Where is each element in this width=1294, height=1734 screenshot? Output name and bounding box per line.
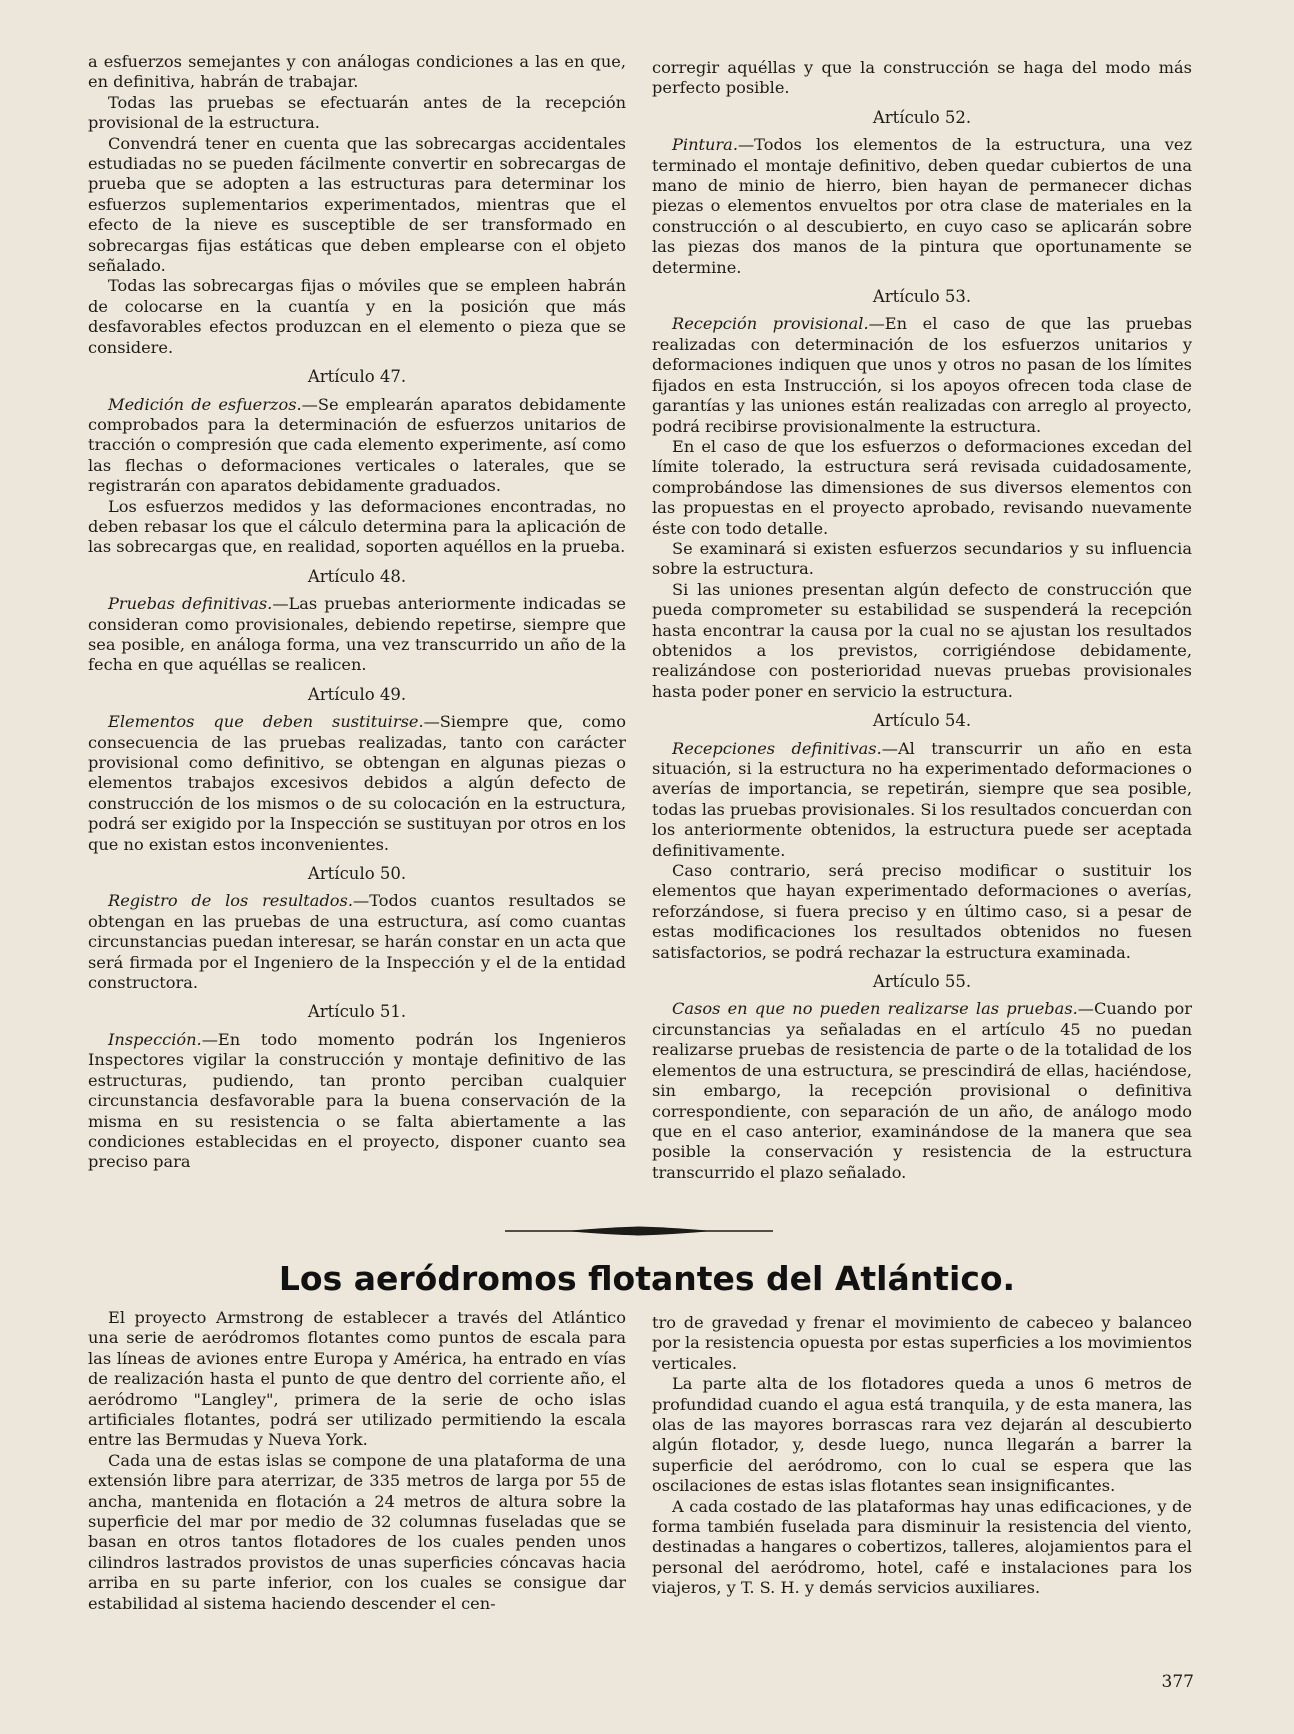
article-47-title: Medición de esfuerzos. [108,394,302,414]
article-52-heading: Artículo 52. [872,107,972,127]
paragraph: En el caso de que los esfuerzos o deformaciones excedan del límite tolerado, la estructura será revisada cuidadosamente, comprobándose las dimensiones de sus diversos elementos con las propuestas en el proyecto aprobado, revisando nuevamente éste con todo detalle. [652,436,1192,538]
regulation-column-right [652,58,1192,1200]
article-50-title: Registro de los resultados. [108,891,354,911]
article-column-left [88,1308,626,1628]
article-51-body [88,1030,626,1173]
article-51-text: —En todo momento podrán los Ingenieros Inspectores vigilar la construcción y montaje definitivo de las estructuras, pudiendo, tan pronto perciban cualquier circunstancia desfavorable para la buena conservación de la misma en su resistencia o se falta abiertamente a las condiciones establecidas en el proyecto, disponer cuanto sea preciso para [88,1029,626,1172]
article-50-body [88,891,626,993]
article-55-text: —Cuando por circunstancias ya señaladas en el artículo 45 no puedan realizarse pruebas de resistencia de parte o de la totalidad de los elementos de una estructura, se prescindirá de ellas, haciéndose, sin embargo, la recepción provisional o definitiva correspondiente, con separación de un año, de análogo modo que en el caso anterior, examinándose de la manera que sea posible la conservación y resistencia de la estructura transcurrido el plazo señalado. [652,999,1192,1182]
article-48-body [88,594,626,676]
article-53-title: Recepción provisional. [672,314,869,334]
article-50-text: —Todos cuantos resultados se obtengan en las pruebas de una estructura, así como cuantas circunstancias puedan interesar, se harán constar en un acta que será firmada por el Ingeniero de la Inspección y el de la entidad constructora. [88,891,626,993]
paragraph: Los esfuerzos medidos y las deformaciones encontradas, no deben rebasar los que el cálculo determina para la aplicación de las sobrecargas que, en realidad, soporten aquéllos en la prueba. [88,496,626,557]
article-47-body [88,395,626,497]
paragraph: tro de gravedad y frenar el movimiento de cabeceo y balanceo por la resistencia opuesta por estas superficies a los movimientos verticales. [652,1313,1192,1373]
article-55-body [652,999,1192,1183]
article-53-body [652,314,1192,436]
article-column-right [652,1313,1192,1628]
section-divider-ornament [505,1224,773,1238]
article-49-text: —Siempre que, como consecuencia de las pruebas realizadas, tanto con carácter provisional como definitivo, se obtengan en algunas piezas o elementos trabajos excesivos debidos a algún defecto de construcción de los mismos o de su colocación en la estructura, podrá ser exigido por la Inspección se sustituyan por otros en los que no existan estos inconvenientes. [88,712,626,854]
paragraph: Convendrá tener en cuenta que las sobrecargas accidentales estudiadas no se pueden fácilmente convertir en sobrecargas de prueba que se adopten a las estructuras para determinar los esfuerzos suplementarios experimentados, mientras que el efecto de la nieve es susceptible de ser transformado en sobrecargas fijas estáticas que deben emplearse con el objeto señalado. [88,133,626,276]
paragraph: Todas las sobrecargas fijas o móviles que se empleen habrán de colocarse en la cuantía y en la posición que más desfavorables efectos produzcan en el elemento o pieza que se considere. [88,276,626,357]
article-54-text: —Al transcurrir un año en esta situación, si la estructura no ha experimentado deformaciones o averías de importancia, se repetirán, siempre que sea posible, todas las pruebas provisionales. Si los resultados concuerdan con los anteriormente obtenidos, la estructura puede ser aceptada definitivamente. [652,738,1192,860]
paragraph: El proyecto Armstrong de establecer a través del Atlántico una serie de aeródromos flotantes como puntos de escala para las líneas de aviones entre Europa y América, ha entrado en vías de realización hasta el punto de que dentro del corriente año, el aeródromo "Langley", primera de la serie de ocho islas artificiales flotantes, podrá ser utilizado permitiendo la escala entre las Bermudas y Nueva York. [88,1308,626,1450]
paragraph: A cada costado de las plataformas hay unas edificaciones, y de forma también fuselada para disminuir la resistencia del viento, destinadas a hangares o cobertizos, talleres, alojamientos para el personal del aeródromo, hotel, café e instalaciones para los viajeros, y T. S. H. y demás servicios auxiliares. [652,1496,1192,1598]
article-51-heading: Artículo 51. [307,1002,407,1022]
article-53-heading: Artículo 53. [872,287,972,307]
article-55-heading: Artículo 55. [872,972,972,992]
paragraph: Cada una de estas islas se compone de una plataforma de una extensión libre para aterrizar, de 335 metros de larga por 55 de ancha, mantenida en flotación a 24 metros de altura sobre la superficie del mar por medio de 32 columnas fuseladas que se basan en otros tantos flotadores de los cuales penden unos cilindros lastrados provistos de unas superficies cóncavas hacia arriba en su parte inferior, con los cuales se consigue dar estabilidad al sistema haciendo descender el cen- [88,1450,626,1613]
article-53-text: —En el caso de que las pruebas realizadas con determinación de los esfuerzos unitarios y deformaciones indiquen que unos y otros no pasan de los límites fijados en esta Instrucción, si los apoyos ofrecen toda clase de garantías y las uniones están realizadas con arreglo al proyecto, podrá recibirse provisionalmente la estructura. [652,314,1192,436]
article-47-heading: Artículo 47. [307,367,407,387]
page-number: 377 [1161,1672,1194,1692]
article-48-text: —Las pruebas anteriormente indicadas se consideran como provisionales, debiendo repetirse, siempre que sea posible, en análoga forma, una vez transcurrido un año de la fecha en que aquéllas se realicen. [88,594,626,675]
article-47-text: —Se emplearán aparatos debidamente comprobados para la determinación de esfuerzos unitarios de tracción o compresión que cada elemento experimente, así como las flechas o deformaciones verticales o laterales, que se registrarán con aparatos debidamente graduados. [88,394,626,496]
article-49-body [88,712,626,855]
article-55-title: Casos en que no pueden realizarse las pruebas. [672,999,1078,1019]
article-48-title: Pruebas definitivas. [108,594,273,614]
regulation-column-left [88,52,626,1200]
article-51-title: Inspección. [108,1029,202,1049]
article-54-title: Recepciones definitivas. [672,738,882,758]
article-49-title: Elementos que deben sustituirse. [108,712,424,732]
paragraph: La parte alta de los flotadores queda a unos 6 metros de profundidad cuando el agua está tranquila, y de esta manera, las olas de las mayores borrascas rara vez dejarán al descubierto algún flotador, y, desde luego, nunca llegarán a barrer la superficie del aeródromo, con lo cual se espera que las oscilaciones de estas islas flotantes sean insignificantes. [652,1374,1192,1496]
article-50-heading: Artículo 50. [307,864,407,884]
article-52-body [652,135,1192,278]
paragraph: Se examinará si existen esfuerzos secundarios y su influencia sobre la estructura. [652,538,1192,579]
article-49-heading: Artículo 49. [307,684,407,704]
article-52-title: Pintura. [672,135,738,155]
article-52-text: —Todos los elementos de la estructura, una vez terminado el montaje definitivo, deben quedar cubiertos de una mano de minio de hierro, bien hayan de permanecer dichas piezas o elementos envueltos por otra clase de materiales en la construcción o al descubierto, en cuyo caso se aplicarán sobre las piezas dos manos de la pintura que oportunamente se determine. [652,135,1192,277]
paragraph: a esfuerzos semejantes y con análogas condiciones a las en que, en definitiva, habrán de trabajar. [88,52,626,92]
paragraph: Todas las pruebas se efectuarán antes de la recepción provisional de la estructura. [88,92,626,133]
paragraph: Caso contrario, será preciso modificar o sustituir los elementos que hayan experimentado deformaciones o averías, reforzándose, si fuera preciso y en último caso, si a pesar de estas modificaciones los resultados obtenidos no fuesen satisfactorios, se podrá rechazar la estructura examinada. [652,861,1192,962]
paragraph: corregir aquéllas y que la construcción se haga del modo más perfecto posible. [652,58,1192,98]
article-54-heading: Artículo 54. [872,711,972,731]
article-48-heading: Artículo 48. [307,566,407,586]
article-title: Los aeródromos flotantes del Atlántico. [278,1259,1016,1298]
paragraph: Si las uniones presentan algún defecto de construcción que pueda comprometer su estabilidad se suspenderá la recepción hasta encontrar la causa por la cual no se ajustan los resultados obtenidos a los previstos, corrigiéndose debidamente, realizándose con posterioridad nuevas pruebas provisionales hasta poder poner en servicio la estructura. [652,579,1192,701]
article-54-body [652,739,1192,861]
